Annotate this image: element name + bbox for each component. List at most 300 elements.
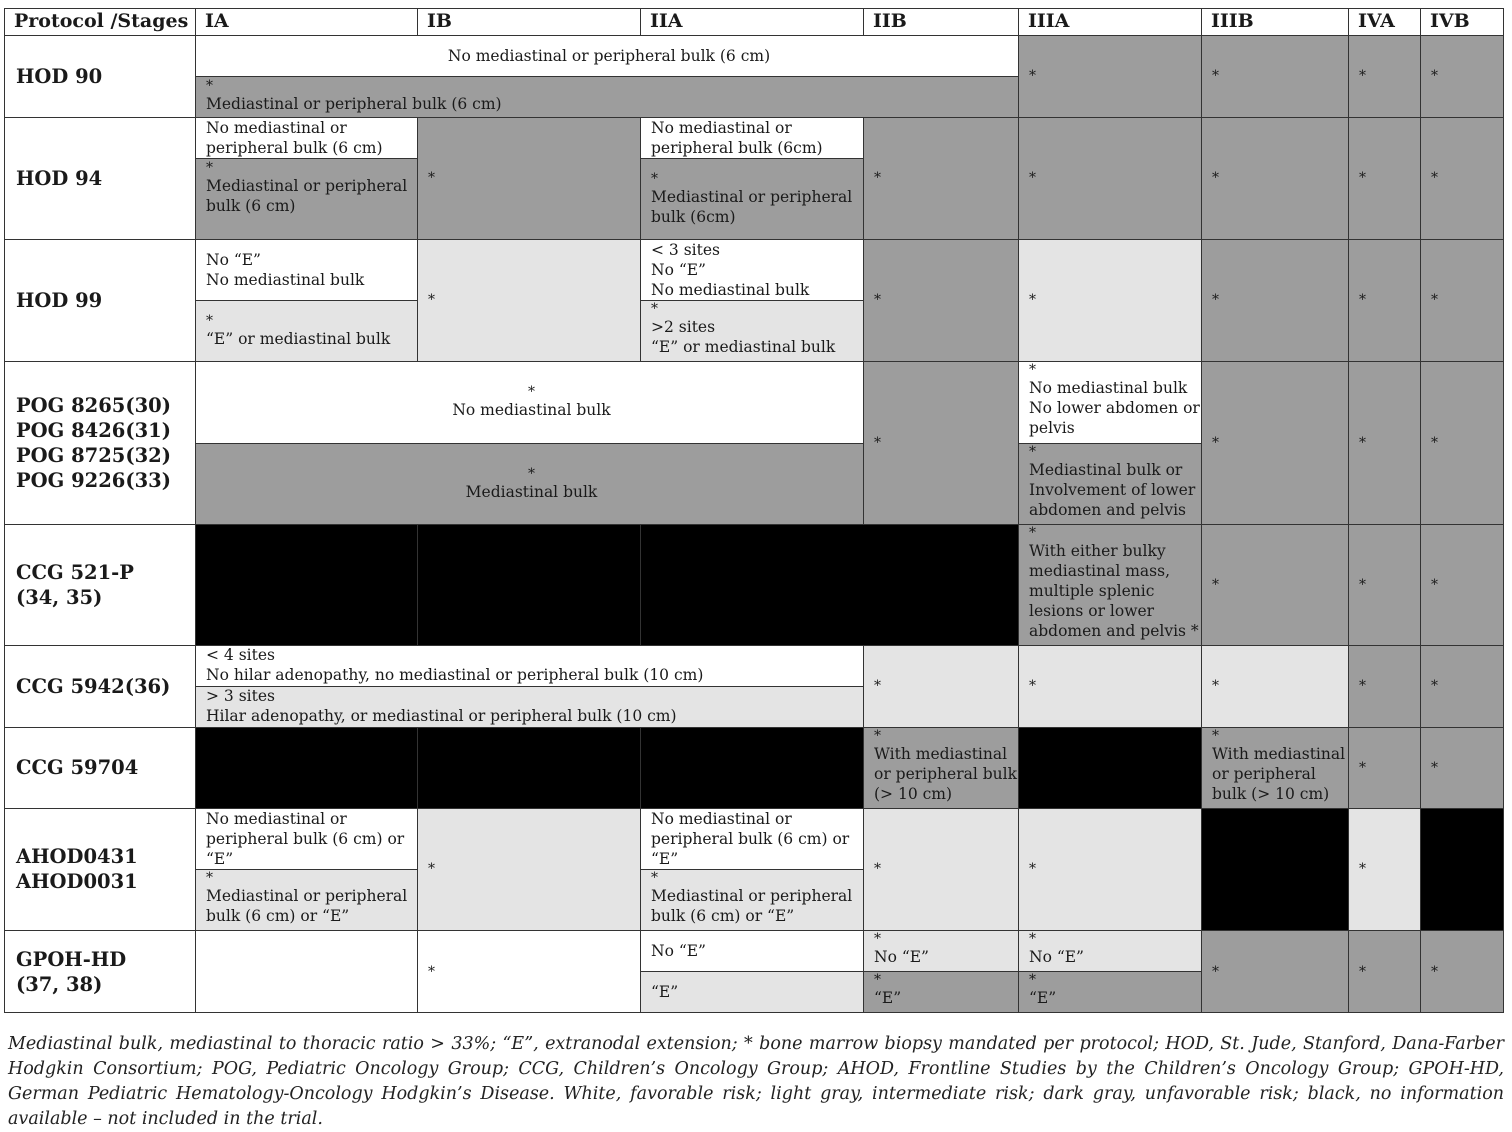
asterisk-marker: * [527,384,535,400]
protocol-line: CCG 59704 [16,756,139,779]
protocol-lines [16,755,138,780]
gpoh-star [1420,930,1504,1013]
column-header: IVA [1348,8,1420,35]
cell-text [206,313,390,349]
cell-line: multiple splenic [1029,582,1155,600]
hod90-bulk [195,76,1018,117]
asterisk-marker: * [1212,434,1219,451]
cell-line: “E” [1029,989,1057,1007]
cell-line: bulk (6 cm) or “E” [651,907,795,925]
asterisk-marker: * [428,170,435,186]
cell-line: “E” or mediastinal bulk [651,338,836,356]
pog-iiia-top [1018,361,1201,443]
ccg59704-ivb [1420,727,1504,808]
cell-text [206,870,411,926]
grid-line [1018,930,1019,1013]
asterisk-marker: * [1359,434,1366,451]
asterisk-marker: * [1212,728,1219,744]
protocol-lines [16,393,171,493]
grid-line [863,930,864,1013]
grid-line [1420,808,1421,930]
cell-text [651,982,678,1002]
grid-line [1201,524,1202,645]
cell-line: > 3 sites [206,687,275,705]
grid-line [1348,645,1349,727]
cell-line: bulk (> 10 cm) [1212,785,1330,803]
protocol-lines [16,64,102,89]
cell-line: or peripheral [1212,765,1316,783]
grid-line [4,727,1504,728]
asterisk-marker: * [1212,68,1219,84]
protocol-line: (34, 35) [16,585,103,609]
asterisk-marker: * [1029,861,1036,877]
cell-line: With mediastinal [1212,745,1346,763]
grid-line [1201,35,1202,117]
protocol-name [4,361,195,524]
grid-line [640,869,863,870]
gpoh-ia [195,930,417,1013]
ahod-ivb-not-included [1420,808,1504,930]
cell-line: No hilar adenopathy, no mediastinal or peripheral bulk (10 cm) [206,666,704,684]
cell-line: bulk (6 cm) [206,197,296,215]
hod99-iia-bot [640,300,863,361]
grid-line [4,361,1504,362]
asterisk-marker: * [1029,525,1036,541]
asterisk-marker: * [1029,68,1036,84]
asterisk-marker: * [1212,963,1219,980]
column-header: IIIA [1018,8,1201,35]
asterisk-marker: * [874,972,881,988]
gpoh-iia-bot [640,971,863,1013]
asterisk-marker: * [1431,759,1438,776]
cell-line: or peripheral bulk [874,765,1017,783]
protocol-line: POG 8265(30) [16,393,171,417]
cell-line: No “E” [206,250,261,269]
asterisk-marker: * [1431,434,1438,451]
gpoh-iia-top [640,930,863,971]
asterisk-marker: * [1431,963,1438,980]
cell-text [874,931,1012,967]
cell-line: peripheral bulk (6cm) [651,139,823,157]
asterisk-marker: * [1212,292,1219,308]
protocol-line: AHOD0431 [16,845,138,868]
hod99-star [1420,239,1504,361]
gpoh-iib-top [863,930,1018,971]
cell-line: “E” [874,989,902,1007]
grid-line [640,239,641,361]
ahod-iva [1348,808,1420,930]
cell-text [651,301,857,357]
cell-line: abdomen and pelvis [1029,501,1186,519]
hod99-iib [863,239,1018,361]
ccg59704-not-included [1018,727,1201,808]
protocol-line: CCG 5942(36) [16,674,171,698]
protocol-line: POG 9226(33) [16,468,171,492]
protocol-lines [16,947,126,997]
cell-text [466,466,598,502]
grid-line [1420,727,1421,808]
cell-text [651,941,706,961]
grid-line [4,645,1504,646]
asterisk-marker: * [1431,576,1438,593]
grid-line [4,117,1504,118]
grid-line [640,930,641,1013]
asterisk-marker: * [1431,678,1438,694]
table-caption: Mediastinal bulk, mediastinal to thoracic ratio > 33%; “E”, extranodal extension; * bone marrow biopsy mandated per protocol; HOD, St. Jude, Stanford, Dana-Farber Hodgkin Consortium; POG, Pediatric Oncology Group; CCG, Children’s Oncology Group; AHOD, Frontline Studies by the Children’s Oncology Group; GPOH-HD, German Pediatric Hematology-Oncology Hodgkin’s Disease. White, favorable risk; light gray, intermediate risk; dark gray, unfavorable risk; black, no information available – not included in the trial. [8,1034,1504,1129]
ccg521-star [1420,524,1504,645]
grid-line [1201,645,1202,727]
column-header: IIB [863,8,1018,35]
asterisk-marker: * [874,292,881,308]
cell-text [1029,972,1195,1008]
column-header: IVB [1420,8,1504,35]
ccg5942-iib [863,645,1018,727]
asterisk-marker: * [1359,292,1366,308]
asterisk-marker: * [428,963,435,980]
grid-line [1018,524,1019,645]
ccg521-star [1348,524,1420,645]
pog-no-bulk [195,361,863,443]
asterisk-marker: * [1359,678,1366,694]
grid-line [417,8,418,35]
hod90-no-bulk [195,35,1018,76]
protocol-name [4,117,195,239]
cell-line: mediastinal mass, [1029,562,1171,580]
grid-line [4,808,1504,809]
pog-bulk [195,443,863,524]
cell-text [206,809,411,869]
hod94-star [1348,117,1420,239]
grid-line [1018,443,1201,444]
cell-line: Mediastinal bulk [465,482,598,501]
cell-line: No mediastinal or [206,810,347,828]
grid-line [1201,8,1202,35]
column-header: IA [195,8,417,35]
cell-text [206,250,364,290]
grid-line [1348,117,1349,239]
ccg59704-iib [863,727,1018,808]
column-header: IIIB [1201,8,1348,35]
ccg59704-not-included [195,727,417,808]
cell-line: No “E” [1029,948,1084,966]
cell-line: Mediastinal or peripheral [651,887,853,905]
ccg59704-iiib [1201,727,1348,808]
grid-line [195,869,417,870]
protocol-lines [16,674,170,699]
cell-line: lesions or lower [1029,602,1155,620]
gpoh-star [1348,930,1420,1013]
cell-line: No mediastinal or [651,810,792,828]
grid-line [1018,361,1019,524]
grid-line [4,8,5,1013]
grid-line [1348,930,1349,1013]
grid-line [1348,239,1349,361]
grid-line [1018,8,1019,35]
risk-stratification-table [4,8,1504,1014]
ahod-iia-top [640,808,863,869]
cell-line: No mediastinal or peripheral bulk (6 cm) [447,46,771,65]
ccg521-not-included [640,524,863,645]
cell-line: “E” [651,983,679,1001]
grid-line [1018,645,1019,727]
ahod-ib [417,808,640,930]
cell-line: Mediastinal or peripheral [206,887,408,905]
cell-text [651,240,857,300]
asterisk-marker: * [1212,576,1219,593]
protocol-lines [16,844,138,894]
grid-line [1420,361,1421,524]
asterisk-marker: * [874,434,881,451]
protocol-line: HOD 90 [16,64,103,88]
asterisk-marker: * [527,465,535,482]
ccg59704-not-included [417,727,640,808]
protocol-lines [16,560,134,610]
cell-line: With either bulky [1029,542,1166,560]
asterisk-marker: * [1029,292,1036,308]
cell-line: pelvis [1029,419,1075,437]
cell-text [206,645,857,685]
cell-line: With mediastinal [874,745,1008,763]
ccg521-not-included [195,524,417,645]
gpoh-ib [417,930,640,1013]
hod94-star [863,117,1018,239]
protocol-lines [16,166,102,191]
grid-line [863,8,864,35]
grid-line [863,239,864,361]
asterisk-marker: * [1359,576,1366,593]
asterisk-marker: * [1212,170,1219,186]
asterisk-marker: * [206,78,213,94]
cell-line: Hilar adenopathy, or mediastinal or peripheral bulk (10 cm) [206,707,677,725]
cell-text [206,160,411,216]
asterisk-marker: * [1029,444,1036,460]
pog-star [1201,361,1348,524]
ccg5942-top [195,645,863,686]
protocol-line: GPOH-HD [16,947,127,971]
grid-line [1201,808,1202,930]
ccg59704-iva [1348,727,1420,808]
ahod-iiia [1018,808,1201,930]
cell-line: peripheral bulk (6 cm) [206,139,383,157]
protocol-line: (37, 38) [16,972,103,996]
hod90-star [1348,35,1420,117]
ccg5942-iva [1348,645,1420,727]
grid-line [4,1012,1504,1013]
asterisk-marker: * [1029,972,1036,988]
column-header: IIA [640,8,863,35]
cell-text [1029,525,1199,641]
hod99-iia-top [640,239,863,300]
protocol-line: POG 8426(31) [16,418,171,442]
asterisk-marker: * [651,870,658,886]
grid-line [1420,35,1421,117]
grid-line [195,76,1018,77]
hod99-star [1201,239,1348,361]
grid-line [195,158,417,159]
grid-line [1201,239,1202,361]
grid-line [417,930,418,1013]
hod94-iia-top [640,117,863,158]
cell-text [651,809,857,869]
asterisk-marker: * [428,861,435,877]
protocol-name [4,239,195,361]
cell-line: No mediastinal bulk [1029,379,1188,397]
ahod-iib [863,808,1018,930]
cell-text [1212,728,1346,804]
cell-text [206,686,857,726]
pog-iiia-bot [1018,443,1201,524]
asterisk-marker: * [874,728,881,744]
cell-text [874,728,1017,804]
hod99-star [1348,239,1420,361]
protocol-line: CCG 521-P [16,560,134,584]
cell-line: Mediastinal bulk or [1029,461,1183,479]
protocol-name [4,35,195,117]
asterisk-marker: * [206,312,213,329]
hod99-iiia [1018,239,1201,361]
grid-line [1201,117,1202,239]
grid-line [863,645,864,727]
grid-line [1420,239,1421,361]
ccg5942-iiia [1018,645,1201,727]
protocol-name [4,808,195,930]
cell-text [1029,931,1195,967]
asterisk-marker: * [428,292,435,308]
cell-line: peripheral bulk (6 cm) or [206,830,405,848]
asterisk-marker: * [1431,292,1438,308]
hod94-ib [417,117,640,239]
cell-line: Mediastinal or peripheral [206,177,408,195]
cell-text [1029,444,1195,520]
cell-line: Mediastinal or peripheral bulk (6 cm) [206,95,502,113]
cell-text [448,46,770,66]
asterisk-marker: * [874,931,881,947]
cell-line: No mediastinal bulk [452,401,611,419]
ahod-ia-bot [195,869,417,930]
gpoh-iib-bot [863,971,1018,1013]
grid-line [1503,8,1504,1013]
protocol-name [4,524,195,645]
ccg5942-ivb [1420,645,1504,727]
cell-text [1029,362,1200,438]
cell-line: No “E” [651,941,706,960]
cell-text [206,118,411,158]
cell-line: Involvement of lower [1029,481,1196,499]
cell-text [651,171,852,227]
hod94-ia-top [195,117,417,158]
cell-line: No mediastinal or [651,119,792,137]
grid-line [1201,361,1202,524]
hod90-star [1201,35,1348,117]
cell-line: < 4 sites [206,646,275,664]
grid-line [1420,930,1421,1013]
ahod-iiib-not-included [1201,808,1348,930]
grid-line [4,35,1504,36]
hod90-star [1420,35,1504,117]
cell-line: bulk (6 cm) or “E” [206,907,350,925]
protocol-name [4,930,195,1013]
grid-line [417,239,418,361]
cell-text [874,972,1012,1008]
asterisk-marker: * [651,301,658,317]
grid-line [1420,117,1421,239]
grid-line [1201,727,1202,808]
grid-line [1018,117,1019,239]
gpoh-iiia-bot [1018,971,1201,1013]
cell-line: (> 10 cm) [874,785,953,803]
asterisk-marker: * [1212,678,1219,694]
grid-line [417,727,418,808]
ccg521-not-included [417,524,640,645]
protocol-line: HOD 99 [16,288,103,312]
grid-line [640,117,641,239]
grid-line [1348,727,1349,808]
grid-line [4,8,1504,9]
cell-text [651,870,857,926]
hod99-ia-bot [195,300,417,361]
cell-line: No mediastinal or [206,119,347,137]
grid-line [4,239,1504,240]
grid-line [195,443,863,444]
grid-line [1420,8,1421,35]
grid-line [1348,808,1349,930]
grid-line [195,686,863,687]
grid-line [1420,645,1421,727]
asterisk-marker: * [1359,963,1366,980]
hod94-star [1420,117,1504,239]
hod94-iia-bot [640,158,863,239]
ccg5942-bot [195,686,863,727]
grid-line [1201,930,1202,1013]
grid-line [863,808,864,930]
asterisk-marker: * [206,870,213,886]
grid-line [640,971,1201,972]
grid-line [1348,8,1349,35]
cell-line: “E” or mediastinal bulk [206,329,391,348]
protocol-line: POG 8725(32) [16,443,171,467]
grid-line [417,524,418,645]
gpoh-iiia-top [1018,930,1201,971]
asterisk-marker: * [874,170,881,186]
cell-line: < 3 sites [651,241,720,259]
cell-line: No lower abdomen or [1029,399,1200,417]
pog-iib [863,361,1018,524]
grid-line [640,300,863,301]
ccg5942-iiib [1201,645,1348,727]
asterisk-marker: * [1431,170,1438,186]
protocol-line: AHOD0031 [16,870,138,893]
cell-line: “E” [651,850,679,868]
asterisk-marker: * [651,170,658,187]
pog-star [1348,361,1420,524]
ccg521-iiia [1018,524,1201,645]
column-header: IB [417,8,640,35]
cell-line: No “E” [874,948,929,966]
hod99-ia-top [195,239,417,300]
hod90-star [1018,35,1201,117]
asterisk-marker: * [1359,759,1366,776]
asterisk-marker: * [1029,931,1036,947]
asterisk-marker: * [206,160,213,176]
grid-line [640,524,641,645]
cell-line: abdomen and pelvis * [1029,622,1199,640]
asterisk-marker: * [1029,170,1036,186]
cell-line: Mediastinal or peripheral [651,187,853,206]
grid-line [417,117,418,239]
cell-text [651,118,857,158]
asterisk-marker: * [1029,678,1036,694]
hod94-star [1018,117,1201,239]
